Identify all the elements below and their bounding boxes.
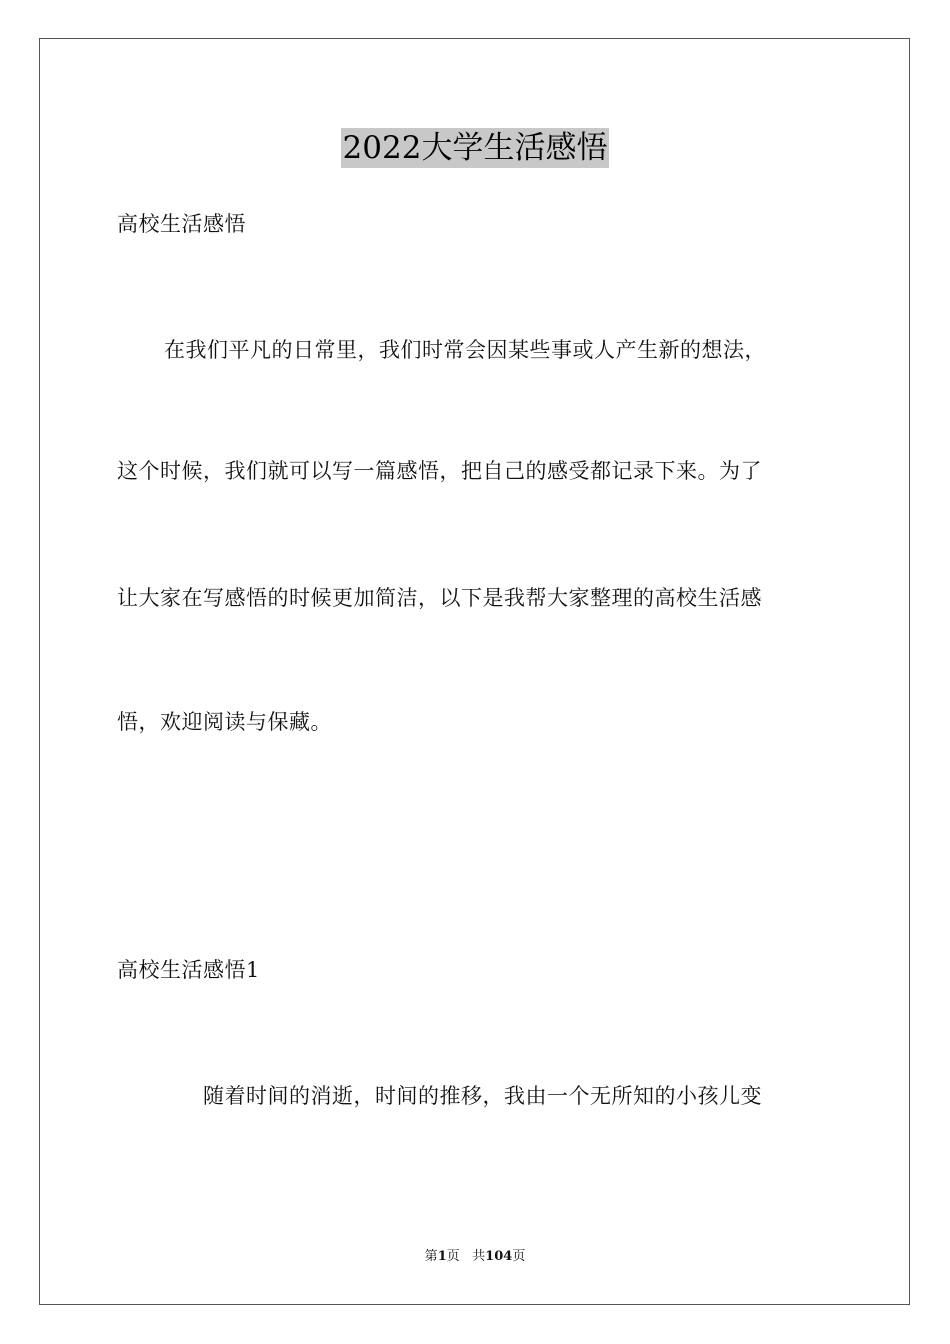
paragraph-line: 悟，欢迎阅读与保藏。 <box>117 710 332 734</box>
paragraph-line: 这个时候，我们就可以写一篇感悟，把自己的感受都记录下来。为了 <box>117 459 762 483</box>
paragraph-line: 在我们平凡的日常里，我们时常会因某些事或人产生新的想法， <box>164 338 766 362</box>
footer-total-pages: 104 <box>485 1249 513 1264</box>
footer-total-suffix: 页 <box>512 1249 526 1264</box>
footer-page-number: 1 <box>437 1249 447 1264</box>
title-container <box>0 128 950 168</box>
footer-page-suffix: 页 <box>446 1249 460 1264</box>
footer-total-prefix: 共 <box>472 1249 486 1264</box>
section-heading: 高校生活感悟1 <box>117 958 260 982</box>
paragraph-line: 让大家在写感悟的时候更加简洁，以下是我帮大家整理的高校生活感 <box>117 586 762 610</box>
paragraph-line: 随着时间的消逝，时间的推移，我由一个无所知的小孩儿变 <box>203 1084 762 1108</box>
page-footer <box>0 1248 950 1266</box>
footer-page-prefix: 第 <box>424 1249 438 1264</box>
document-title: 2022大学生活感悟 <box>342 130 608 166</box>
section-heading: 高校生活感悟 <box>117 212 246 236</box>
